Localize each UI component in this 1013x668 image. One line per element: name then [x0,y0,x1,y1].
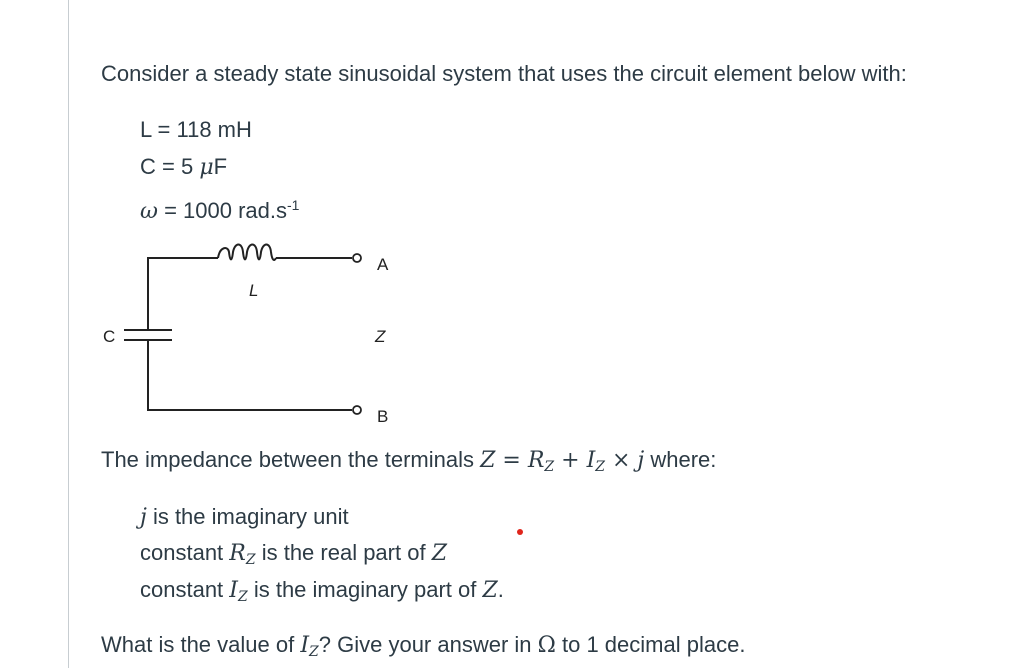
def-r-symbol: R [229,541,246,566]
impedance-r-sub: Z [544,459,555,475]
param-c-label: C [140,154,156,179]
terminal-a-label: A [377,255,389,274]
impedance-i: I [586,448,596,473]
impedance-r: R [527,448,545,473]
def-i-text: is the imaginary part of [247,577,483,602]
impedance-prefix: The impedance between the terminals [101,447,481,472]
impedance-j: j [637,448,645,473]
def-imaginary-part [140,577,504,610]
def-i-z: Z [482,578,498,603]
ohm-symbol: Ω [537,633,556,658]
terminal-a-node [353,254,361,262]
question-pre: What is the value of [101,632,301,657]
question-mid: ? Give your answer in [318,632,538,657]
impedance-suffix: where: [644,447,717,472]
def-i-end: . [497,577,504,602]
def-r-sub: Z [245,552,256,568]
impedance-times: × [605,448,638,473]
def-j-symbol: j [140,505,147,530]
question-sub: Z [309,644,319,660]
param-l-label: L [140,117,152,142]
impedance-z: Z [480,448,496,473]
param-w-exp: -1 [287,197,300,213]
def-r-z: Z [431,541,447,566]
terminal-b-node [353,406,361,414]
def-r-pre: constant [140,540,230,565]
inductor-label: L [249,281,259,300]
impedance-label: Z [375,327,386,346]
param-w-label: ω [140,199,158,224]
impedance-plus: + [554,448,587,473]
def-i-sub: Z [237,589,248,605]
impedance-equals: = [495,448,528,473]
param-c-unit: F [213,154,228,179]
def-real-part [140,540,447,573]
top-left-wire [148,258,218,330]
param-l-value: 118 mH [176,117,252,142]
bottom-wire [148,340,352,410]
intro-text: Consider a steady state sinusoidal system that uses the circuit element below with: [101,61,907,86]
param-c-mu: μ [199,155,214,180]
capacitor-label: C [103,327,116,346]
param-w-eq: = 1000 rad.s [157,198,287,223]
param-c-eq: = 5 [155,154,200,179]
def-i-pre: constant [140,577,230,602]
red-marker-dot [517,529,523,535]
question-symbol: I [300,633,310,658]
def-i-symbol: I [229,578,238,603]
def-r-text: is the real part of [255,540,432,565]
impedance-statement [101,447,716,480]
terminal-b-label: B [377,407,389,426]
param-l-eq: = [151,117,177,142]
impedance-i-sub: Z [595,459,605,475]
question-post: to 1 decimal place. [555,632,746,657]
def-j-text: is the imaginary unit [146,504,349,529]
question-text [101,632,745,665]
def-imaginary-unit [140,504,349,531]
inductor-coil [218,245,276,261]
